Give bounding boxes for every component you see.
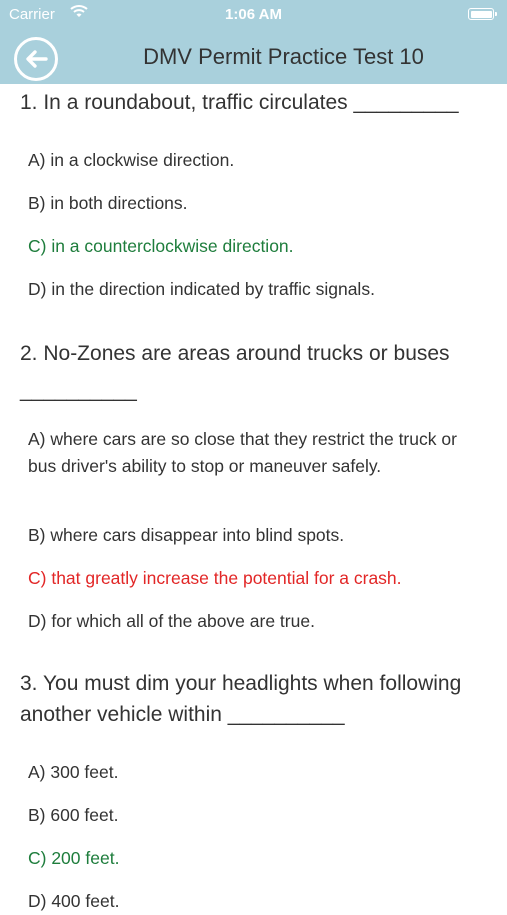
q3-option-a[interactable]: A) 300 feet. — [28, 762, 119, 782]
question-1: 1. In a roundabout, traffic circulates _________ — [20, 91, 459, 114]
q3-option-b[interactable]: B) 600 feet. — [28, 805, 119, 825]
question-3: 3. You must dim your headlights when following another vehicle within __________ — [20, 672, 462, 726]
q1-option-b[interactable]: B) in both directions. — [28, 193, 188, 213]
battery-icon — [468, 8, 494, 20]
question-2: 2. No-Zones are areas around trucks or buses __________ — [20, 342, 450, 402]
q1-option-a[interactable]: A) in a clockwise direction. — [28, 150, 235, 170]
q1-option-c[interactable]: C) in a counterclockwise direction. — [28, 236, 294, 256]
carrier-label: Carrier — [9, 6, 55, 23]
q2-option-c[interactable]: C) that greatly increase the potential for a crash. — [28, 568, 402, 588]
arrow-left-icon — [24, 47, 48, 71]
navigation-header — [0, 0, 507, 84]
q3-option-c[interactable]: C) 200 feet. — [28, 848, 120, 868]
status-bar — [0, 0, 507, 30]
q2-option-a[interactable]: A) where cars are so close that they restrict the truck or bus driver's ability to stop or maneuver safely. — [28, 429, 457, 476]
page-title: DMV Permit Practice Test 10 — [143, 44, 424, 69]
q3-option-d[interactable]: D) 400 feet. — [28, 891, 120, 911]
status-time: 1:06 AM — [225, 6, 282, 23]
back-button[interactable] — [14, 37, 58, 81]
q1-option-d[interactable]: D) in the direction indicated by traffic signals. — [28, 279, 375, 299]
q2-option-d[interactable]: D) for which all of the above are true. — [28, 611, 315, 631]
q2-option-b[interactable]: B) where cars disappear into blind spots. — [28, 525, 345, 545]
